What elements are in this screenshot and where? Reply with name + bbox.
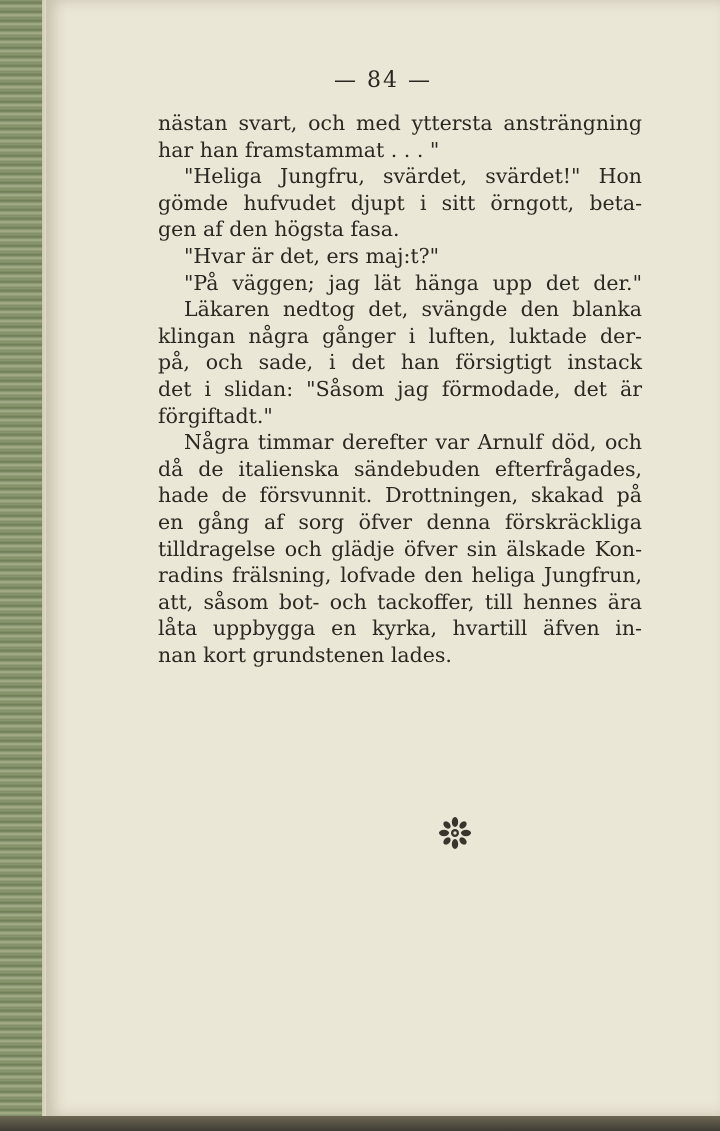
page-bottom-edge: [0, 1116, 720, 1131]
text-line: att, såsom bot- och tackoffer, till hennes ära: [158, 589, 642, 614]
text-line: "Heliga Jungfru, svärdet, svärdet!" Hon: [184, 164, 642, 189]
text-line: tilldragelse och glädje öfver sin älskade Kon-: [158, 536, 642, 561]
floral-ornament-icon: [438, 816, 472, 850]
text-line: "På väggen; jag lät hänga upp det der.": [184, 270, 642, 295]
book-page: [46, 0, 720, 1116]
book-spine-edge: [0, 0, 48, 1131]
text-line: förgiftadt.": [158, 403, 273, 428]
text-line: klingan några gånger i luften, luktade der-: [158, 323, 642, 348]
text-line: låta uppbygga en kyrka, hvartill äfven in-: [158, 616, 642, 641]
body-text: [158, 110, 642, 668]
text-line: gen af den högsta fasa.: [158, 217, 400, 242]
text-line: nästan svart, och med yttersta ansträngning: [158, 111, 642, 135]
text-line: Läkaren nedtog det, svängde den blanka: [184, 297, 642, 322]
text-line: radins frälsning, lofvade den heliga Jungfrun,: [158, 563, 642, 588]
text-line: "Hvar är det, ers maj:t?": [184, 243, 440, 268]
text-line: då de italienska sändebuden efterfrågades,: [158, 456, 642, 481]
text-line: har han framstammat . . . ": [158, 137, 440, 162]
text-line: det i slidan: "Såsom jag förmodade, det är: [158, 376, 642, 401]
text-line: en gång af sorg öfver denna förskräckliga: [158, 509, 642, 534]
text-line: nan kort grundstenen lades.: [158, 642, 452, 667]
text-line: gömde hufvudet djupt i sitt örngott, beta-: [158, 190, 642, 215]
page-number: — 84 —: [334, 68, 432, 93]
text-line: hade de försvunnit. Drottningen, skakad på: [158, 483, 642, 508]
text-line: Några timmar derefter var Arnulf död, och: [184, 430, 642, 455]
text-line: på, och sade, i det han försigtigt instack: [158, 350, 642, 375]
